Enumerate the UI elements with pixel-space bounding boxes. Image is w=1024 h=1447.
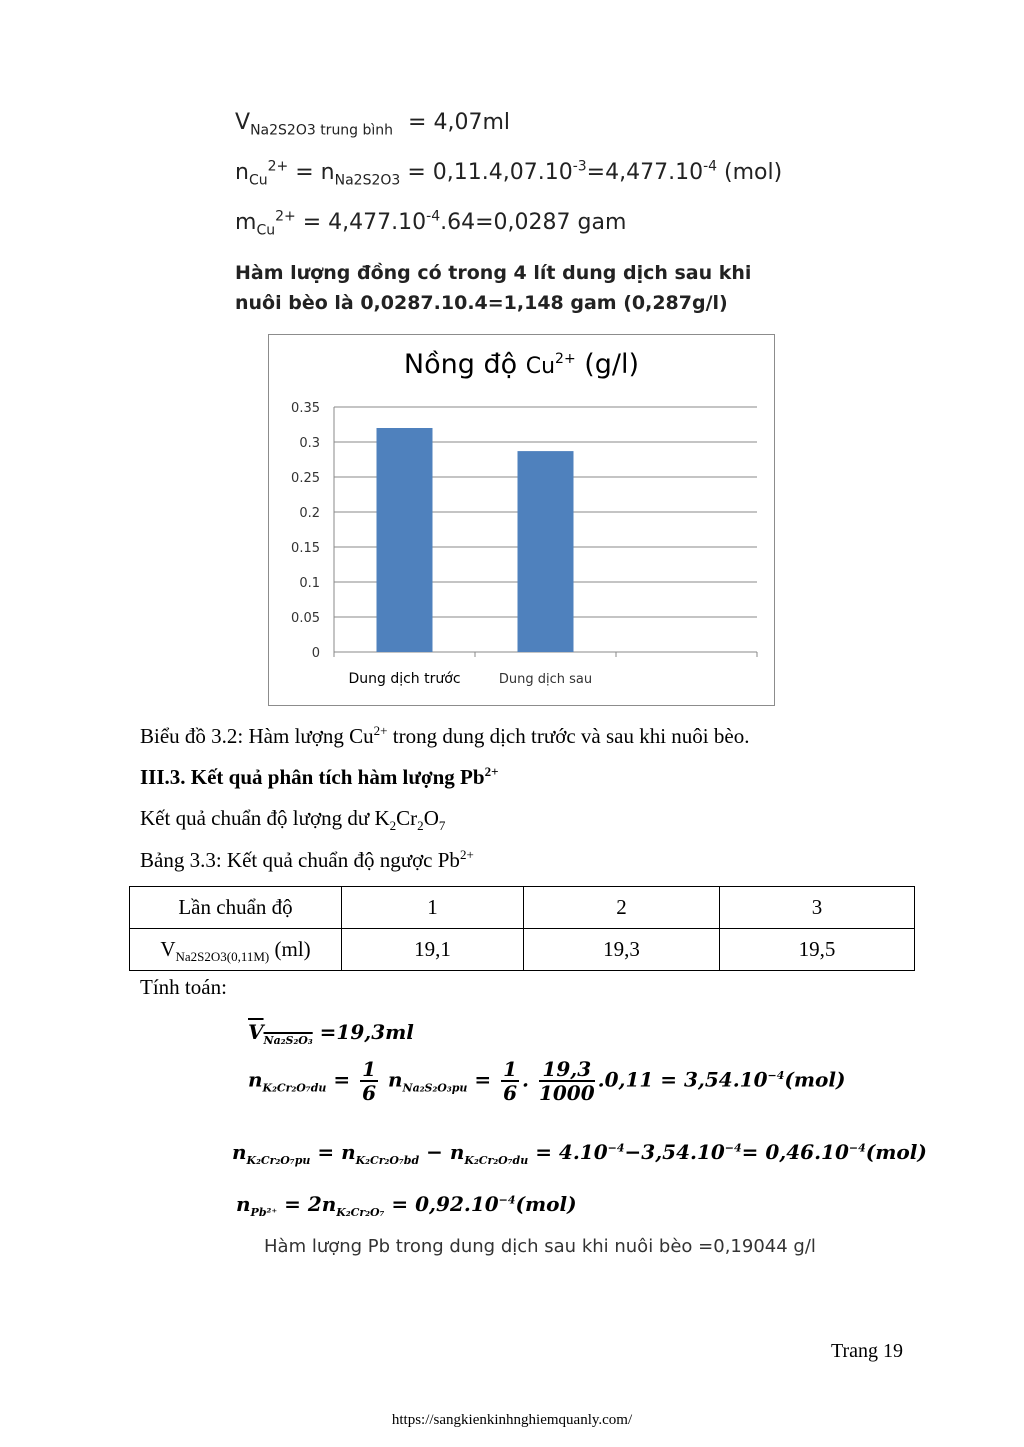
y-tick-label: 0.1 — [299, 576, 320, 591]
pb-expr: = 0,92.10 — [391, 1192, 499, 1216]
page-number: Trang 19 — [831, 1340, 904, 1362]
source-url: https://sangkienkinhnghiemquanly.com/ — [391, 1412, 633, 1428]
reacted-unit: (mol) — [865, 1140, 927, 1164]
y-tick-label: 0.2 — [299, 506, 320, 521]
mole-mid: = n — [295, 160, 335, 185]
reacted-sub2: K₂Cr₂O₇bd — [355, 1154, 420, 1167]
reacted-eq: = n — [317, 1140, 356, 1164]
excess-n2: n — [387, 1067, 403, 1092]
volume-value: = 4,07ml — [408, 110, 511, 135]
reacted-sub3: K₂Cr₂O₇du — [464, 1154, 529, 1167]
fraction-volume — [539, 1058, 595, 1104]
mole-sub: Cu — [248, 172, 268, 189]
cu-concentration-chart — [268, 334, 775, 706]
fraction-one-sixth-2 — [501, 1058, 519, 1104]
reacted-exp-a: −4 — [607, 1141, 625, 1155]
table-caption — [140, 848, 474, 873]
reacted-minus: − n — [426, 1140, 465, 1164]
chart-plot — [269, 335, 774, 705]
pb-formula-moles — [236, 1192, 577, 1219]
table-cell-value-3: 19,5 — [720, 929, 915, 971]
pb-unit: (mol) — [515, 1192, 577, 1216]
chart-title-main: Nồng độ — [403, 349, 526, 380]
table-header-row — [130, 887, 915, 929]
cu-summary-line-1: Hàm lượng đồng có trong 4 lít dung dịch sau khi — [235, 262, 752, 284]
row-label-unit: (ml) — [269, 937, 311, 961]
chart-title-ion: Cu — [525, 354, 556, 379]
reacted-n: n — [232, 1140, 247, 1164]
heading-pb-text: III.3. Kết quả phân tích hàm lượng Pb — [140, 765, 485, 789]
chart-caption-b: trong dung dịch trước và sau khi nuôi bèo. — [387, 724, 750, 748]
mass-sup: 2+ — [275, 208, 296, 225]
mass-sub: Cu — [256, 222, 276, 239]
y-tick-label: 0.15 — [291, 541, 320, 556]
reacted-expr-b: −3,54.10 — [624, 1140, 725, 1164]
table-row — [130, 929, 915, 971]
x-category-label: Dung dịch trước — [348, 671, 461, 687]
bar — [518, 451, 574, 652]
y-tick-label: 0.35 — [291, 401, 320, 416]
fraction-2-num: 1 — [503, 1057, 518, 1081]
fraction-1-den: 6 — [362, 1081, 377, 1105]
titration-text: Kết quả chuẩn độ lượng dư K — [140, 806, 390, 830]
excess-dot: . — [522, 1067, 529, 1092]
mass-exp: -4 — [426, 208, 441, 225]
cu-summary — [235, 258, 751, 318]
mole-symbol: n — [235, 160, 249, 185]
excess-sub: K₂Cr₂O₇du — [262, 1081, 327, 1095]
mole-expr-a: = 0,11.4,07.10 — [407, 160, 573, 185]
fraction-one-sixth — [360, 1058, 378, 1104]
formula-volume-sub: Na₂S₂O₃ — [263, 1034, 313, 1047]
table-header-label: Lần chuẩn độ — [130, 887, 342, 929]
formula-volume-value: =19,3ml — [319, 1020, 414, 1044]
bar — [377, 428, 433, 652]
reacted-exp-c: −4 — [848, 1141, 866, 1155]
excess-unit: (mol) — [784, 1067, 846, 1092]
y-tick-label: 0 — [311, 646, 320, 661]
fraction-3-den: 1000 — [538, 1081, 595, 1105]
cu-volume-line — [235, 110, 511, 139]
y-tick-label: 0.3 — [299, 436, 320, 451]
pb-n: n — [236, 1192, 251, 1216]
table-header-run-2: 2 — [524, 887, 720, 929]
mole-sub2: Na2S2O3 — [334, 172, 401, 189]
pb-exp: −4 — [498, 1193, 516, 1207]
fraction-1-num: 1 — [362, 1057, 377, 1081]
mole-expr-b: =4,477.10 — [586, 160, 704, 185]
fraction-2-den: 6 — [503, 1081, 518, 1105]
pb-formula-volume — [248, 1020, 414, 1047]
pb-sub2: K₂Cr₂O₇ — [336, 1206, 385, 1219]
table-header-run-1: 1 — [342, 887, 524, 929]
mass-expr-b: .64=0,0287 gam — [440, 210, 627, 235]
titration-cr: Cr — [396, 806, 418, 830]
pb-formula-excess — [248, 1058, 845, 1104]
titration-sub-2: 2 — [417, 818, 424, 834]
table-header-run-3: 3 — [720, 887, 915, 929]
formula-volume-letter: V — [248, 1020, 264, 1044]
cu-summary-line-2: nuôi bèo là 0,0287.10.4=1,148 gam (0,287g/l) — [235, 292, 728, 314]
pb-eq: = 2n — [284, 1192, 337, 1216]
row-label-symbol: V — [160, 937, 176, 961]
table-cell-value-2: 19,3 — [524, 929, 720, 971]
titration-o: O — [423, 806, 439, 830]
section-heading-pb — [140, 765, 499, 790]
heading-pb-sup: 2+ — [484, 764, 499, 779]
titration-table — [129, 886, 915, 971]
reacted-exp-b: −4 — [724, 1141, 742, 1155]
cu-mass-line — [235, 208, 627, 239]
excess-result: .0,11 = 3,54.10 — [597, 1067, 768, 1092]
table-row-label — [130, 929, 342, 971]
excess-exp: −4 — [767, 1068, 785, 1082]
titration-line — [140, 806, 446, 834]
reacted-expr-a: = 4.10 — [535, 1140, 608, 1164]
chart-caption-a: Biểu đồ 3.2: Hàm lượng Cu — [140, 724, 374, 748]
chart-title-unit: (g/l) — [575, 349, 640, 380]
excess-eq2: = — [474, 1067, 492, 1092]
volume-subscript: Na2S2O3 trung bình — [250, 122, 394, 139]
volume-symbol: V — [235, 110, 251, 135]
reacted-expr-c: = 0,46.10 — [741, 1140, 849, 1164]
mass-symbol: m — [235, 210, 257, 235]
pb-n-sub: Pb²⁺ — [250, 1206, 278, 1219]
excess-n2-sub: Na₂S₂O₃pu — [402, 1081, 468, 1095]
y-tick-label: 0.25 — [291, 471, 320, 486]
row-label-sub: Na2S2O3(0,11M) — [175, 949, 270, 965]
chart-caption-sup: 2+ — [373, 723, 388, 738]
excess-n: n — [248, 1067, 263, 1092]
titration-sub-3: 7 — [438, 818, 446, 834]
titration-sub-1: 2 — [389, 818, 397, 834]
calc-label: Tính toán: — [140, 975, 227, 999]
mole-sup: 2+ — [267, 158, 289, 175]
table-caption-sup: 2+ — [459, 847, 474, 862]
chart-title-sup: 2+ — [555, 351, 576, 367]
mole-unit: (mol) — [717, 160, 783, 185]
x-category-label: Dung dịch sau — [498, 672, 593, 687]
cu-mole-line — [235, 158, 783, 189]
reacted-sub: K₂Cr₂O₇pu — [246, 1154, 311, 1167]
mass-expr-a: = 4,477.10 — [302, 210, 427, 235]
table-cell-value-1: 19,1 — [342, 929, 524, 971]
formula-volume-symbol — [248, 1020, 313, 1047]
fraction-3-num: 19,3 — [539, 1058, 595, 1082]
pb-formula-reacted — [232, 1140, 927, 1167]
mole-exp-a: -3 — [572, 158, 587, 175]
y-tick-label: 0.05 — [291, 611, 320, 626]
mole-exp-b: -4 — [703, 158, 718, 175]
pb-content-note: Hàm lượng Pb trong dung dịch sau khi nuôi bèo =0,19044 g/l — [264, 1236, 816, 1257]
excess-eq: = — [333, 1067, 351, 1092]
table-caption-text: Bảng 3.3: Kết quả chuẩn độ ngược Pb — [140, 848, 460, 872]
chart-caption — [140, 724, 749, 749]
